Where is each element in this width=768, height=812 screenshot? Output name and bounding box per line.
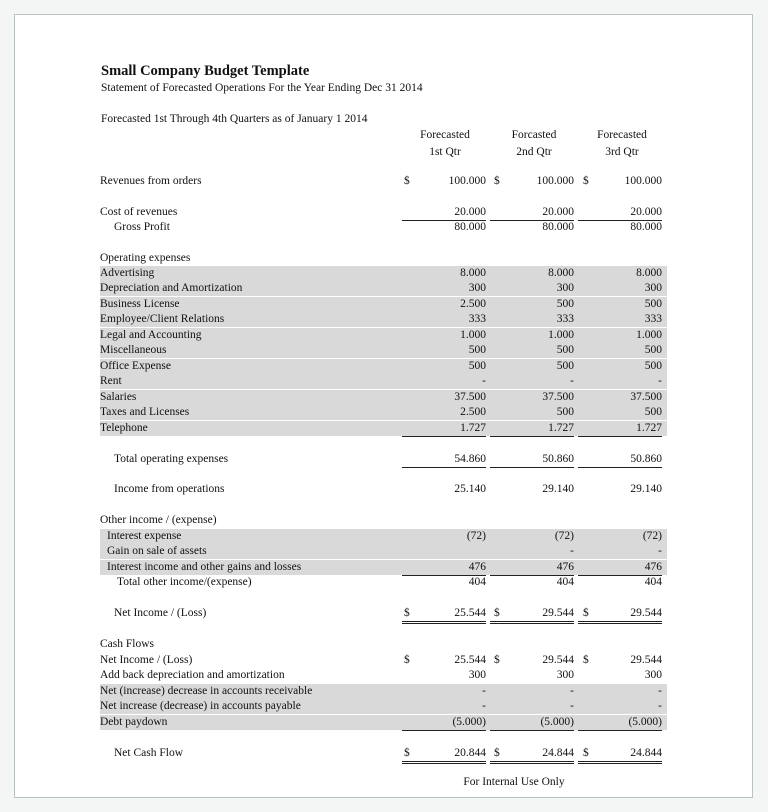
cell-q2: 500 [556,344,574,356]
cell-q1: 2.500 [460,298,486,310]
cell-q2: 1.000 [548,329,574,341]
currency-symbol: $ [583,175,589,187]
row-rent [100,374,667,389]
currency-symbol: $ [583,607,589,619]
row-label: Interest expense [107,530,182,542]
row-cf-net-income [100,653,667,668]
cell-q1: 37.500 [454,391,486,403]
cell-q3: 333 [644,313,662,325]
column-header-q1-line1: Forecasted [420,129,470,141]
row-office-expense [100,359,667,374]
cell-q3: (5.000) [578,715,662,731]
footer-text: For Internal Use Only [463,776,565,788]
row-advertising [100,266,667,281]
cell-q3: 29.140 [630,483,662,495]
row-label: Telephone [100,422,148,434]
row-interest-expense [100,529,667,544]
cell-q2: - [570,545,574,557]
cell-q2: 29.544 [542,654,574,666]
row-label: Salaries [100,391,137,403]
cell-q2: 404 [556,576,574,588]
currency-symbol: $ [494,175,500,187]
column-header-q3-line1: Forecasted [597,129,647,141]
cell-q1: 54.860 [402,452,486,468]
row-label: Net Cash Flow [114,747,183,759]
cell-q2: 29.544 [490,606,574,624]
cell-q2: 100.000 [536,175,574,187]
column-header-q2-line1: Forcasted [511,129,557,141]
currency-symbol: $ [404,747,410,759]
row-miscellaneous [100,343,667,358]
column-header-q2-line2: 2nd Qtr [516,146,552,158]
row-label: Net Income / (Loss) [114,607,207,619]
cell-q2: 24.844 [490,746,574,764]
cell-q1: 2.500 [460,406,486,418]
cell-q2: - [570,375,574,387]
currency-symbol: $ [583,747,589,759]
row-label: Total operating expenses [114,453,229,465]
cell-q1: 1.000 [460,329,486,341]
row-label: Office Expense [100,360,171,372]
row-net-cash-flow [100,746,667,761]
row-taxes-licenses [100,405,667,420]
cell-q2: 50.860 [490,452,574,468]
section-header-other-income [100,513,667,528]
row-accounts-payable [100,699,667,714]
cell-q3: 404 [644,576,662,588]
cell-q1: 476 [402,560,486,576]
row-salaries [100,390,667,405]
row-employee-client-relations [100,312,667,327]
currency-symbol: $ [583,654,589,666]
column-header-q2 [489,127,579,161]
currency-symbol: $ [404,607,410,619]
cell-q3: (72) [642,530,662,542]
cell-q2: 300 [556,669,574,681]
row-label: Miscellaneous [100,344,167,356]
cell-q3: 50.860 [578,452,662,468]
document-title: Small Company Budget Template [101,63,310,79]
row-label: Add back depreciation and amortization [100,669,285,681]
cell-q3: 500 [644,298,662,310]
row-total-other-income [100,575,667,590]
column-header-q1 [400,127,490,161]
cell-q2: 300 [556,282,574,294]
document-subtitle: Statement of Forecasted Operations For the Year Ending Dec 31 2014 [101,82,423,94]
currency-symbol: $ [494,607,500,619]
forecast-period-line: Forecasted 1st Through 4th Quarters as of January 1 2014 [101,113,368,125]
cell-q1: 404 [468,576,486,588]
cell-q1: 300 [468,282,486,294]
row-gross-profit [100,220,667,235]
row-label: Business License [100,298,180,310]
cell-q3: 500 [644,360,662,372]
cell-q2: 37.500 [542,391,574,403]
row-label: Net increase (decrease) in accounts payable [100,700,301,712]
currency-symbol: $ [494,747,500,759]
cell-q2: 29.140 [542,483,574,495]
cell-q2: (72) [554,530,574,542]
row-label: Income from operations [114,483,225,495]
cell-q1: 8.000 [460,267,486,279]
currency-symbol: $ [494,654,500,666]
cell-q1: - [482,685,486,697]
row-label: Legal and Accounting [100,329,202,341]
row-depreciation [100,281,667,296]
cell-q1: 500 [468,344,486,356]
cell-q2: 8.000 [548,267,574,279]
cell-q3: 80.000 [630,221,662,233]
row-label: Debt paydown [100,716,168,728]
row-total-operating-expenses [100,452,667,467]
section-label: Operating expenses [100,252,191,264]
cell-q2: 1.727 [490,421,574,437]
cell-q1: 500 [468,360,486,372]
cell-q2: (5.000) [490,715,574,731]
cell-q2: 500 [556,360,574,372]
cell-q2: 20.000 [490,205,574,221]
cell-q1: 1.727 [402,421,486,437]
row-label: Employee/Client Relations [100,313,225,325]
cell-q2: 500 [556,298,574,310]
row-telephone [100,421,667,436]
row-revenues [100,174,667,189]
row-gain-on-sale [100,544,667,559]
row-debt-paydown [100,715,667,730]
cell-q3: 100.000 [624,175,662,187]
cell-q3: 29.544 [578,606,662,624]
cell-q1: - [482,700,486,712]
cell-q1: (5.000) [402,715,486,731]
section-label: Cash Flows [100,638,154,650]
row-net-income [100,606,667,621]
cell-q1: 25.544 [402,606,486,624]
cell-q3: 500 [644,406,662,418]
cell-q2: 333 [556,313,574,325]
footer-note [0,776,768,788]
cell-q3: 24.844 [578,746,662,764]
column-header-q1-line2: 1st Qtr [429,146,461,158]
cell-q3: 8.000 [636,267,662,279]
row-label: Depreciation and Amortization [100,282,243,294]
cell-q3: 29.544 [630,654,662,666]
row-label: Total other income/(expense) [117,576,252,588]
cell-q3: - [658,700,662,712]
row-accounts-receivable [100,684,667,699]
row-label: Cost of revenues [100,206,178,218]
row-label: Advertising [100,267,155,279]
cell-q3: 1.727 [578,421,662,437]
row-label: Taxes and Licenses [100,406,190,418]
cell-q1: 20.844 [402,746,486,764]
cell-q1: 333 [468,313,486,325]
row-label: Rent [100,375,122,387]
row-label: Revenues from orders [100,175,202,187]
cell-q1: 20.000 [402,205,486,221]
currency-symbol: $ [404,175,410,187]
cell-q3: - [658,545,662,557]
cell-q3: 37.500 [630,391,662,403]
row-label: Gain on sale of assets [107,545,207,557]
cell-q3: 20.000 [578,205,662,221]
section-label: Other income / (expense) [100,514,217,526]
cell-q1: 100.000 [448,175,486,187]
cell-q2: - [570,700,574,712]
cell-q1: - [482,375,486,387]
row-income-from-operations [100,482,667,497]
row-business-license [100,297,667,312]
row-add-back-depreciation [100,668,667,683]
row-cost-of-revenues [100,205,667,220]
column-header-q3 [577,127,667,161]
row-label: Interest income and other gains and losses [107,561,302,573]
currency-symbol: $ [404,654,410,666]
row-label: Net Income / (Loss) [100,654,193,666]
cell-q3: 1.000 [636,329,662,341]
row-interest-income [100,560,667,575]
cell-q3: 300 [644,669,662,681]
cell-q1: 300 [468,669,486,681]
cell-q1: 25.544 [454,654,486,666]
cell-q3: 476 [578,560,662,576]
column-header-q3-line2: 3rd Qtr [605,146,639,158]
cell-q3: 300 [644,282,662,294]
cell-q3: 500 [644,344,662,356]
row-legal-accounting [100,328,667,343]
cell-q1: 25.140 [454,483,486,495]
cell-q2: 476 [490,560,574,576]
row-label: Net (increase) decrease in accounts receivable [100,685,313,697]
cell-q3: - [658,375,662,387]
cell-q2: 500 [556,406,574,418]
cell-q3: - [658,685,662,697]
row-label: Gross Profit [114,221,170,233]
cell-q1: 80.000 [454,221,486,233]
cell-q1: (72) [466,530,486,542]
cell-q2: 80.000 [542,221,574,233]
section-header-operating-expenses [100,251,667,266]
section-header-cash-flows [100,637,667,652]
cell-q2: - [570,685,574,697]
